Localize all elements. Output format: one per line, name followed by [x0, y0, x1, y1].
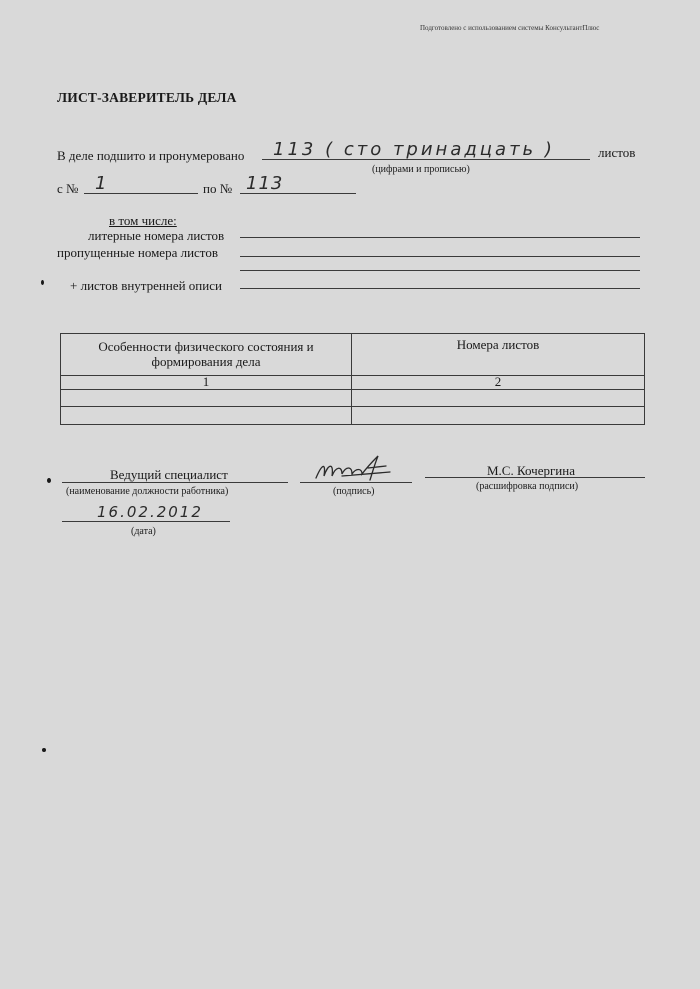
range-to-value: 113: [246, 173, 284, 194]
table-cell: [352, 390, 645, 407]
range-from-label: с №: [57, 181, 79, 196]
inner-inventory-label: + листов внутренней описи: [70, 278, 222, 293]
table-row: [61, 390, 645, 407]
table-cell: [61, 407, 352, 425]
letter-numbers-line: [240, 237, 640, 238]
table-cell: [61, 390, 352, 407]
scan-speck: [41, 280, 44, 285]
full-name: М.С. Кочергина: [487, 463, 575, 478]
position-title: Ведущий специалист: [110, 467, 228, 482]
table-row: [61, 407, 645, 425]
range-from-value: 1: [95, 173, 108, 194]
document-title: ЛИСТ-ЗАВЕРИТЕЛЬ ДЕЛА: [57, 90, 237, 105]
position-line: [62, 482, 288, 483]
table-header-row: [61, 334, 645, 376]
intro-suffix: листов: [598, 145, 636, 160]
consultant-plus-note: Подготовлено с использованием системы КонсультантПлюс: [420, 24, 600, 32]
full-name-hint: (расшифровка подписи): [476, 481, 579, 492]
inner-inventory-line: [240, 288, 640, 289]
letter-numbers-label: литерные номера листов: [88, 228, 225, 243]
table-index-row: [61, 376, 645, 390]
missing-numbers-line: [240, 256, 640, 257]
missing-numbers-line-2: [240, 270, 640, 271]
count-handwritten: 113 ( сто тринадцать ): [273, 139, 555, 160]
handwritten-signature: [312, 452, 398, 484]
full-name-line: [425, 477, 645, 478]
count-hint: (цифрами и прописью): [372, 164, 470, 175]
date-handwritten: 16.02.2012: [97, 503, 203, 521]
signature-hint: (подпись): [333, 486, 375, 497]
condition-table: [60, 333, 645, 425]
table-cell: [352, 407, 645, 425]
including-heading: в том числе:: [109, 213, 177, 228]
range-to-label: по №: [203, 181, 233, 196]
signature-line: [300, 482, 412, 483]
scan-speck: [42, 748, 46, 752]
intro-prefix: В деле подшито и пронумеровано: [57, 148, 245, 163]
table-header-cell: Номера листов: [352, 334, 645, 376]
table-index-cell: 1: [61, 376, 352, 390]
date-line: [62, 521, 230, 522]
scan-speck: [47, 478, 51, 483]
date-hint: (дата): [131, 526, 156, 537]
table-header-cell: Особенности физического состояния и формирования дела: [61, 334, 352, 376]
table-index-cell: 2: [352, 376, 645, 390]
missing-numbers-label: пропущенные номера листов: [57, 245, 218, 260]
position-hint: (наименование должности работника): [66, 486, 229, 497]
